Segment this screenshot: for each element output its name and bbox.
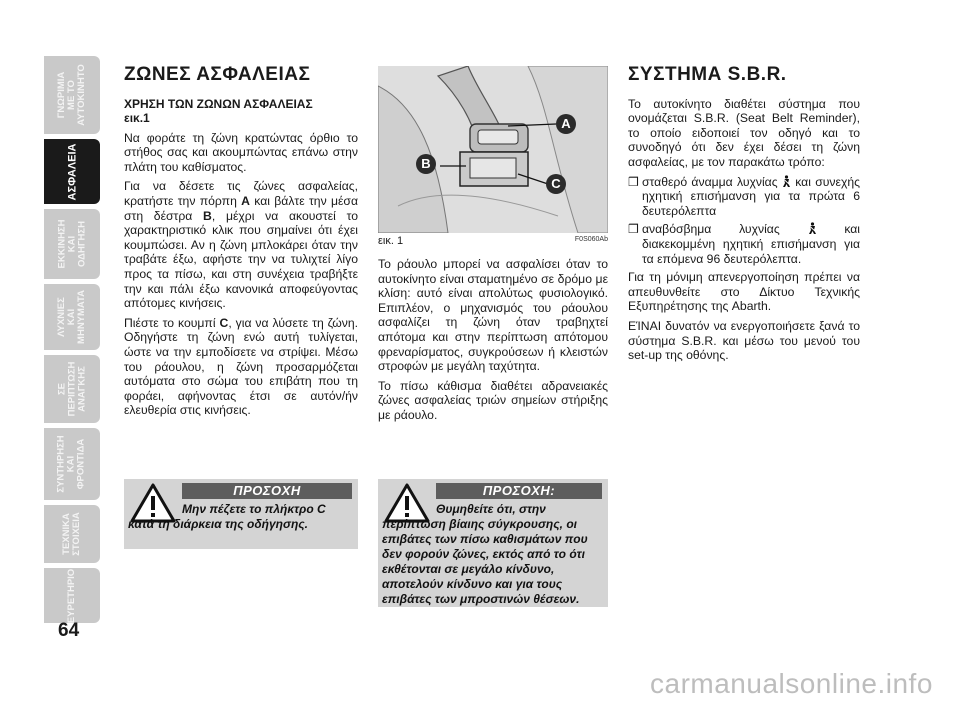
callout-c: C (546, 174, 566, 194)
bullet-text (642, 175, 860, 219)
tab-label: ΕΚΚΙΝΗΣΗ ΚΑΙ ΟΔΗΓΗΣΗ (55, 219, 87, 269)
tab-safety[interactable] (44, 139, 100, 204)
tab-label: ΣΥΝΤΗΡΗΣΗ ΚΑΙ ΦΡΟΝΤΙΔΑ (56, 435, 88, 493)
paragraph (124, 179, 358, 310)
label-c: C (219, 315, 229, 330)
text: σταθερό άναμμα λυχνίας (642, 174, 782, 189)
warning-text: Θυμηθείτε ότι, στην περίπτωση βίαιης σύγκρουσης, οι επιβάτες των πίσω καθισμάτων που δεν φορούν ζώνες, εκτός από το ότι εκθέτονται σε μεγάλο κίνδυνο, αποτελούν κίνδυνο και για τους επιβάτες των μπροστινών θέσεων. (382, 502, 588, 606)
paragraph: ΕΊΝΑΙ δυνατόν να ενεργοποιήσετε ξανά το σύστημα S.B.R. και μέσω του μενού του set-up της οθόνης. (628, 318, 860, 363)
tab-maintenance[interactable] (44, 428, 100, 500)
middle-column (378, 257, 608, 428)
text: , για να λύσετε τη ζώνη. Οδηγήστε τη ζώνη ενώ αυτή τυλίγεται, ώστε να την εμποδίσετε να στρίψει. Μέσω του ράουλου, η ζώνη προσαρμόζεται αυτόματα στο σώμα του επιβάτη που τη φοράει, αφήνοντας έτσι σε αυτόν/ήν ελευθερία στις κινήσεις. (124, 315, 358, 418)
text: και βάλτε την μέσα στη δέστρα (124, 193, 358, 223)
figure-reference: εικ.1 (124, 110, 150, 125)
text: , μέχρι να ακουστεί το χαρακτηριστικό κλικ που σημαίνει ότι έχει κουμπώσει. Αν η ζώνη μπλοκάρει όταν την τραβάτε έξω, αφήστε την να τυλιχτεί λίγο προς τα πίσω, και στη συνέχεια τραβήξτε την και πάλι έξω κανονικά αποφεύγοντας απότομες κινήσεις. (124, 208, 358, 311)
list-item (628, 175, 860, 219)
figure-code: F0S060Ab (574, 236, 608, 243)
label-a: A (241, 193, 250, 208)
paragraph: Να φοράτε τη ζώνη κρατώντας όρθιο το στήθος σας και ακουμπώντας επάνω στην πλάτη του καθίσματος. (124, 130, 358, 174)
callout-b: B (416, 154, 436, 174)
paragraph: Το πίσω κάθισμα διαθέτει αδρανειακές ζώνες ασφαλείας τριών σημείων στήριξης με ράουλο. (378, 378, 608, 422)
seat-belt-warning-icon (782, 175, 795, 189)
warning-text: Μην πέζετε το πλήκτρο C κατά τη διάρκεια της οδήγησης. (128, 502, 326, 531)
paragraph: Το αυτοκίνητο διαθέτει σύστημα που ονομάζεται S.B.R. (Seat Belt Reminder), το οποίο ειδοποιεί τον οδηγό και το συνοδηγό ότι δεν έχει δέσει τη ζώνη ασφαλείας, με τον παρακάτω τρόπο: (628, 96, 860, 169)
paragraph (124, 316, 358, 418)
seat-belt-illustration (378, 66, 608, 233)
callout-a: A (556, 114, 576, 134)
warning-title: ΠΡΟΣΟΧΗ: (436, 483, 602, 499)
subsection-title-text: ΧΡΗΣΗ ΤΩΝ ΖΩΝΩΝ ΑΣΦΑΛΕΙΑΣ (124, 96, 313, 111)
page-number: 64 (58, 620, 80, 641)
list-item (628, 222, 860, 266)
watermark: carmanualsonline.info (650, 668, 933, 699)
section-title: ΖΩΝΕΣ ΑΣΦΑΛΕΙΑΣ (124, 64, 311, 85)
tab-lights-messages[interactable] (44, 284, 100, 350)
tab-technical-data[interactable] (44, 505, 100, 563)
section-title: ΣΥΣΤΗΜΑ S.B.R. (628, 64, 787, 85)
label-b: B (203, 208, 212, 223)
subsection-title (124, 97, 358, 125)
text: Για να δέσετε τις ζώνες ασφαλείας, κρατήστε την πόρπη (124, 179, 358, 208)
paragraph: Για τη μόνιμη απενεργοποίηση πρέπει να απευθυνθείτε στο Δίκτυο Τεχνικής Εξυπηρέτησης της Abarth. (628, 270, 860, 314)
checkbox-bullet-icon: ❒ (628, 222, 639, 237)
tab-label: ΛΥΧΝΙΕΣ ΚΑΙ ΜΗΝΥΜΑΤΑ (55, 290, 87, 344)
tab-getting-to-know[interactable] (44, 56, 100, 134)
chapter-sidebar (44, 56, 100, 623)
tab-label: ΑΣΦΑΛΕΙΑ (66, 143, 78, 200)
figure-label: εικ. 1 (378, 235, 404, 247)
tab-emergency[interactable] (44, 355, 100, 423)
figure-caption (378, 235, 608, 247)
text: αναβόσβημα λυχνίας (642, 222, 808, 237)
paragraph: Το ράουλο μπορεί να ασφαλίσει όταν το αυτοκίνητο είναι σταματημένο σε δρόμο με κλίση: αυτό είναι απολύτως φυσιολογικό. Επιπλέον, ο μηχανισμός του ράουλου ασφαλίζει τη ζώνη όταν τραβηχτεί απότομα και στην περίπτωση απότομου φρεναρίσματος, συγκρούσεων ή κλειστών στροφών με μεγάλη ταχύτητα. (378, 257, 608, 374)
bullet-text (642, 222, 860, 266)
text: και διακεκομμένη ηχητική επισήμανση για τα επόμενα 96 δευτερόλεπτα. (642, 222, 861, 266)
tab-starting-driving[interactable] (44, 209, 100, 279)
tab-label: ΣΕ ΠΕΡΙΠΤΩΣΗ ΑΝΑΓΚΗΣ (56, 361, 87, 417)
text: και συνεχής ηχητική επισήμανση για τα πρώτα 6 δευτερόλεπτα (642, 174, 861, 218)
warning-title: ΠΡΟΣΟΧΗ (182, 483, 352, 499)
tab-label: ΕΥΡΕΤΗΡΙΟ (66, 568, 77, 623)
warning-box (124, 479, 358, 549)
tab-label: ΤΕΧΝΙΚΑ ΣΤΟΙΧΕΙΑ (60, 512, 82, 556)
tab-index[interactable] (44, 568, 100, 623)
text: Πιέστε το κουμπί (124, 315, 220, 330)
seat-belt-figure (378, 66, 608, 233)
tab-label: ΓΝΩΡΙΜΙΑ ΜΕ ΤΟ ΑΥΤΟΚΙΝΗΤΟ (56, 64, 88, 126)
checkbox-bullet-icon: ❒ (628, 174, 639, 189)
warning-box (378, 479, 608, 607)
right-column (628, 64, 861, 368)
left-column (124, 64, 358, 423)
seat-belt-warning-icon (808, 222, 845, 236)
